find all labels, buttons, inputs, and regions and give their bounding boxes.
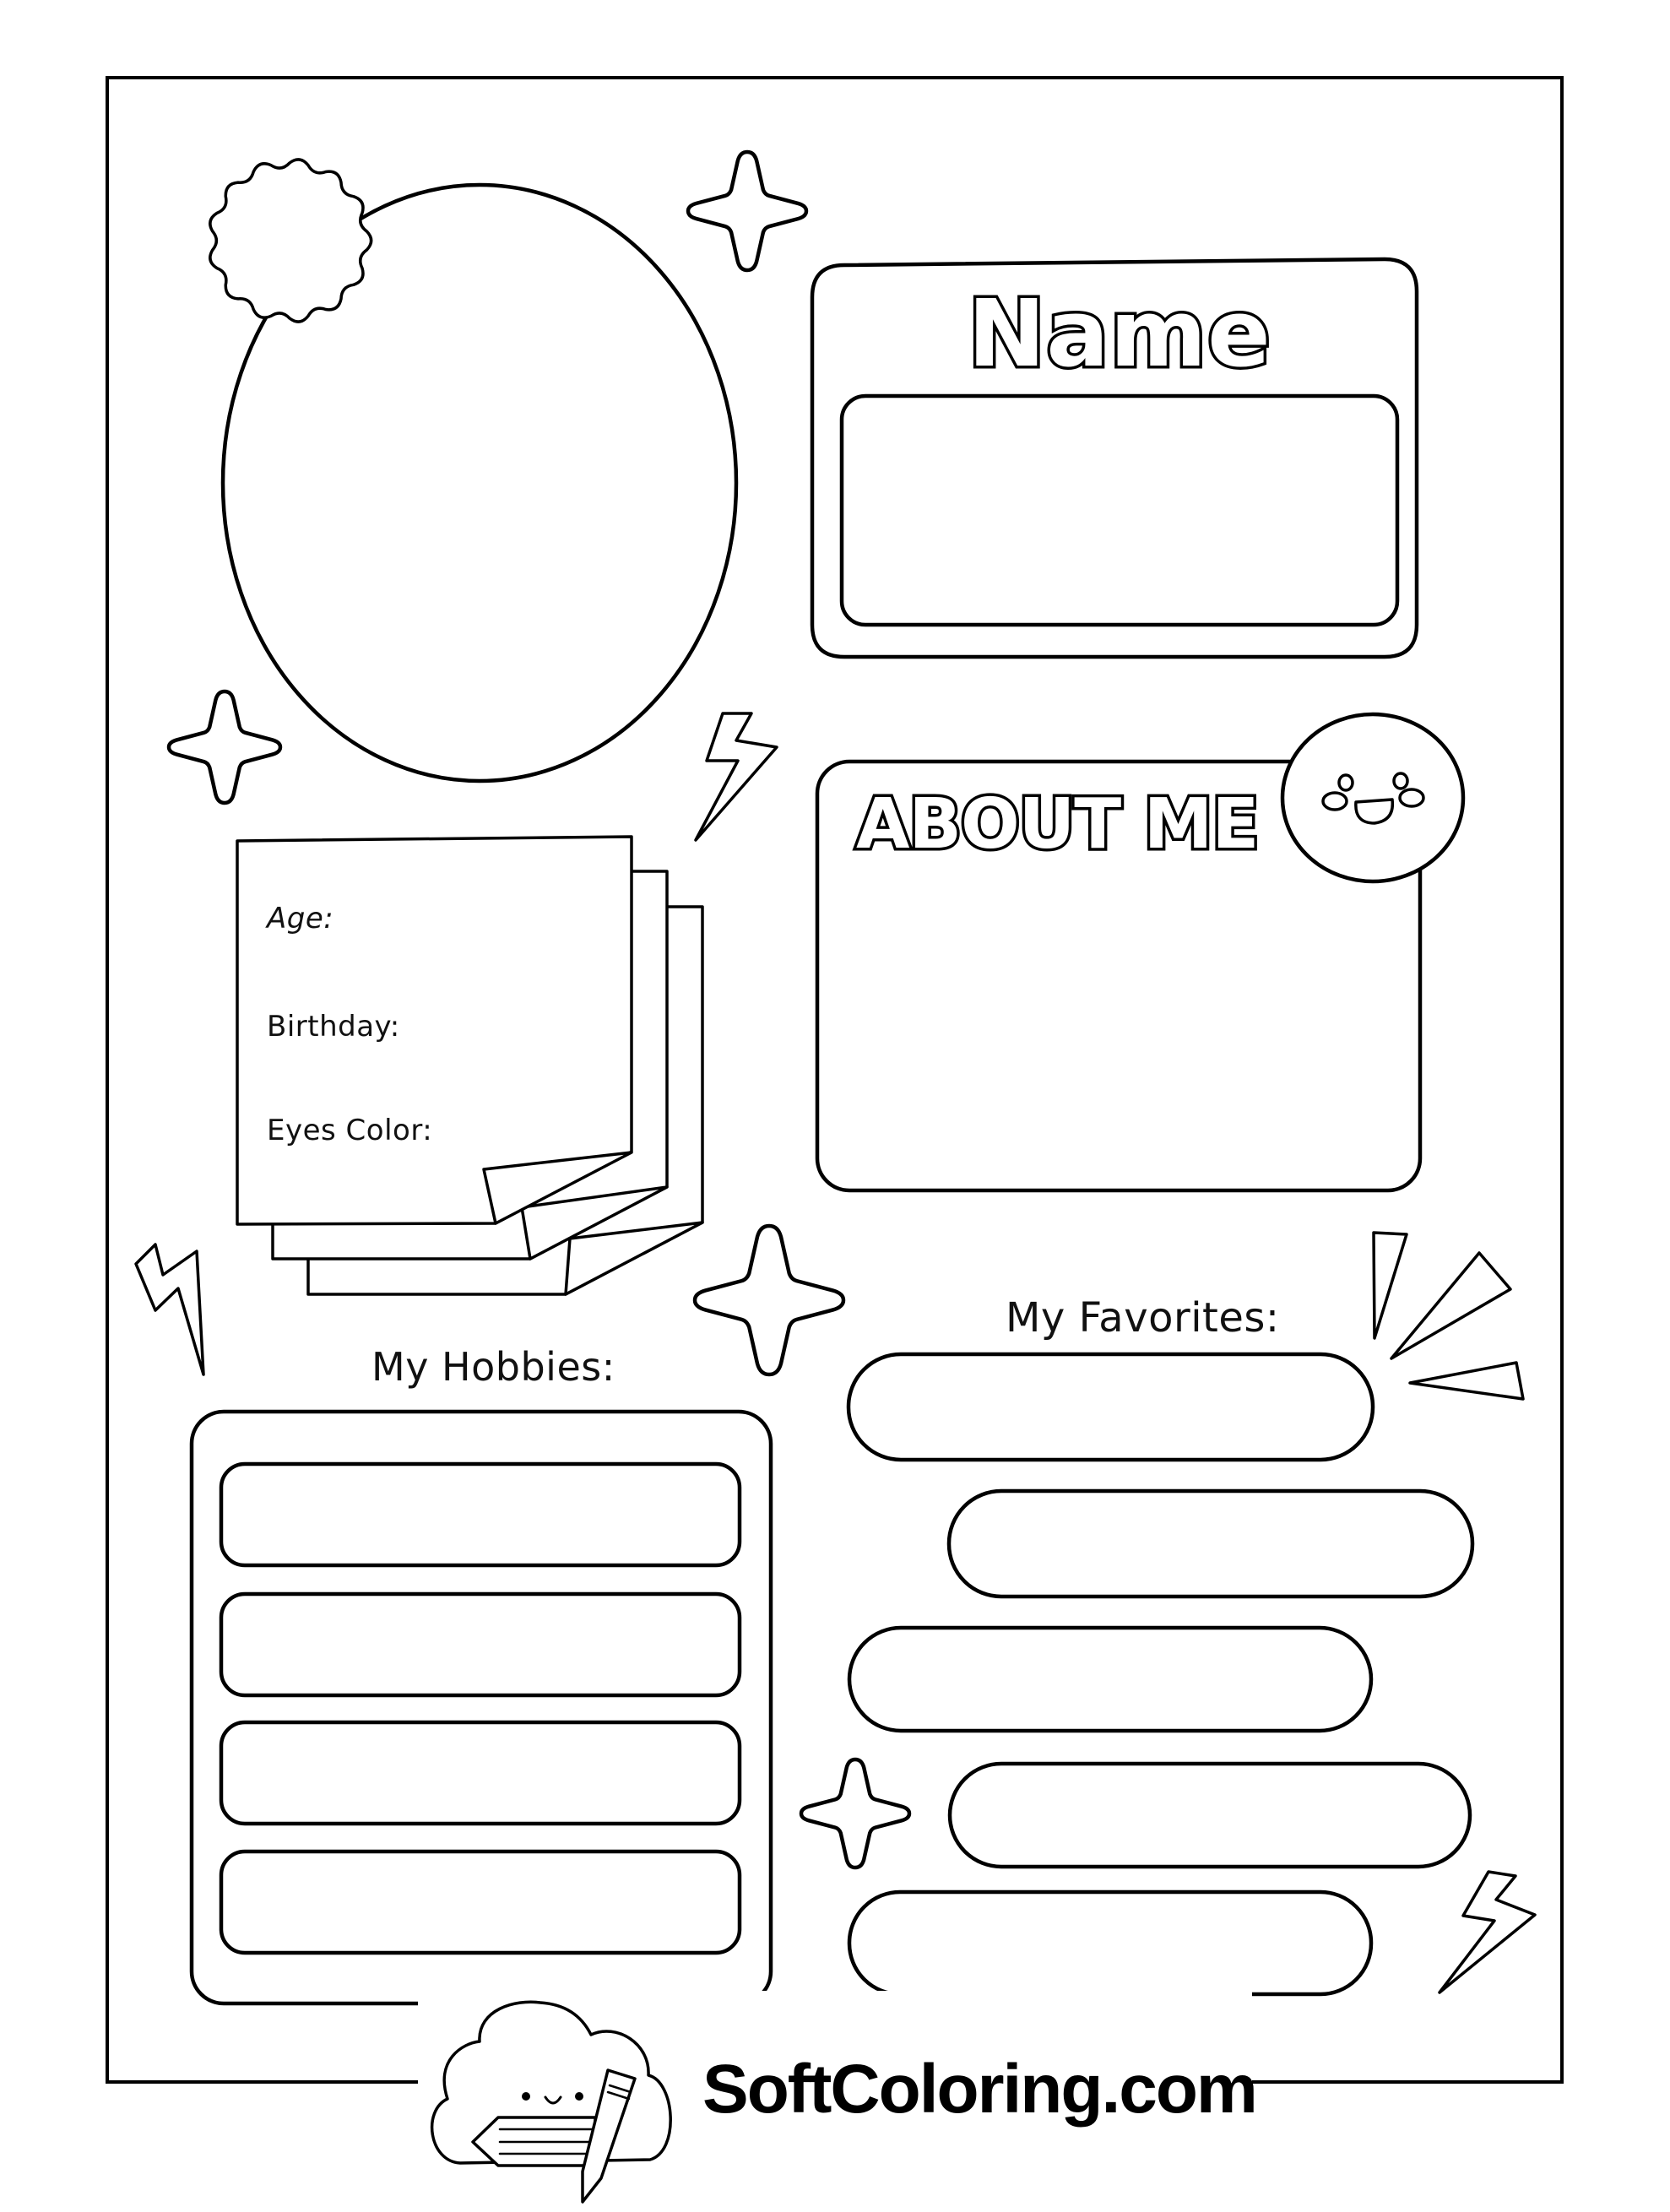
name-input-box <box>842 396 1397 625</box>
lightning-bolt-icon <box>696 713 777 840</box>
hobby-slot <box>221 1464 740 1565</box>
sparkle-star-icon <box>801 1759 909 1868</box>
favorite-slot <box>949 1491 1472 1597</box>
favorites-title: My Favorites: <box>1006 1294 1280 1342</box>
favorites-list <box>849 1354 1472 1994</box>
sparkle-star-icon <box>169 691 280 803</box>
hobby-slot <box>221 1722 740 1824</box>
hobby-slot <box>221 1851 740 1953</box>
eyes-color-label: Eyes Color: <box>267 1114 433 1147</box>
sparkle-star-icon <box>688 152 806 270</box>
site-name-logo-text: SoftColoring.com <box>702 2051 1256 2128</box>
favorite-slot <box>849 1354 1373 1460</box>
smiley-face-icon <box>1282 714 1463 881</box>
about-me-title: ABOUT ME <box>856 784 1259 865</box>
hobby-slot <box>221 1594 740 1695</box>
birthday-label: Birthday: <box>267 1010 400 1044</box>
favorite-slot <box>950 1764 1470 1867</box>
lightning-bolt-icon <box>1440 1872 1535 1992</box>
sparkle-star-icon <box>695 1226 843 1374</box>
age-label: Age: <box>267 902 334 935</box>
favorite-slot <box>849 1892 1371 1994</box>
hobbies-title: My Hobbies: <box>371 1344 615 1390</box>
hobbies-box <box>192 1412 771 2003</box>
burst-lines-icon <box>1374 1233 1523 1399</box>
favorite-slot <box>849 1628 1371 1731</box>
name-title: Name <box>968 279 1271 388</box>
lightning-bolt-icon <box>136 1244 203 1374</box>
